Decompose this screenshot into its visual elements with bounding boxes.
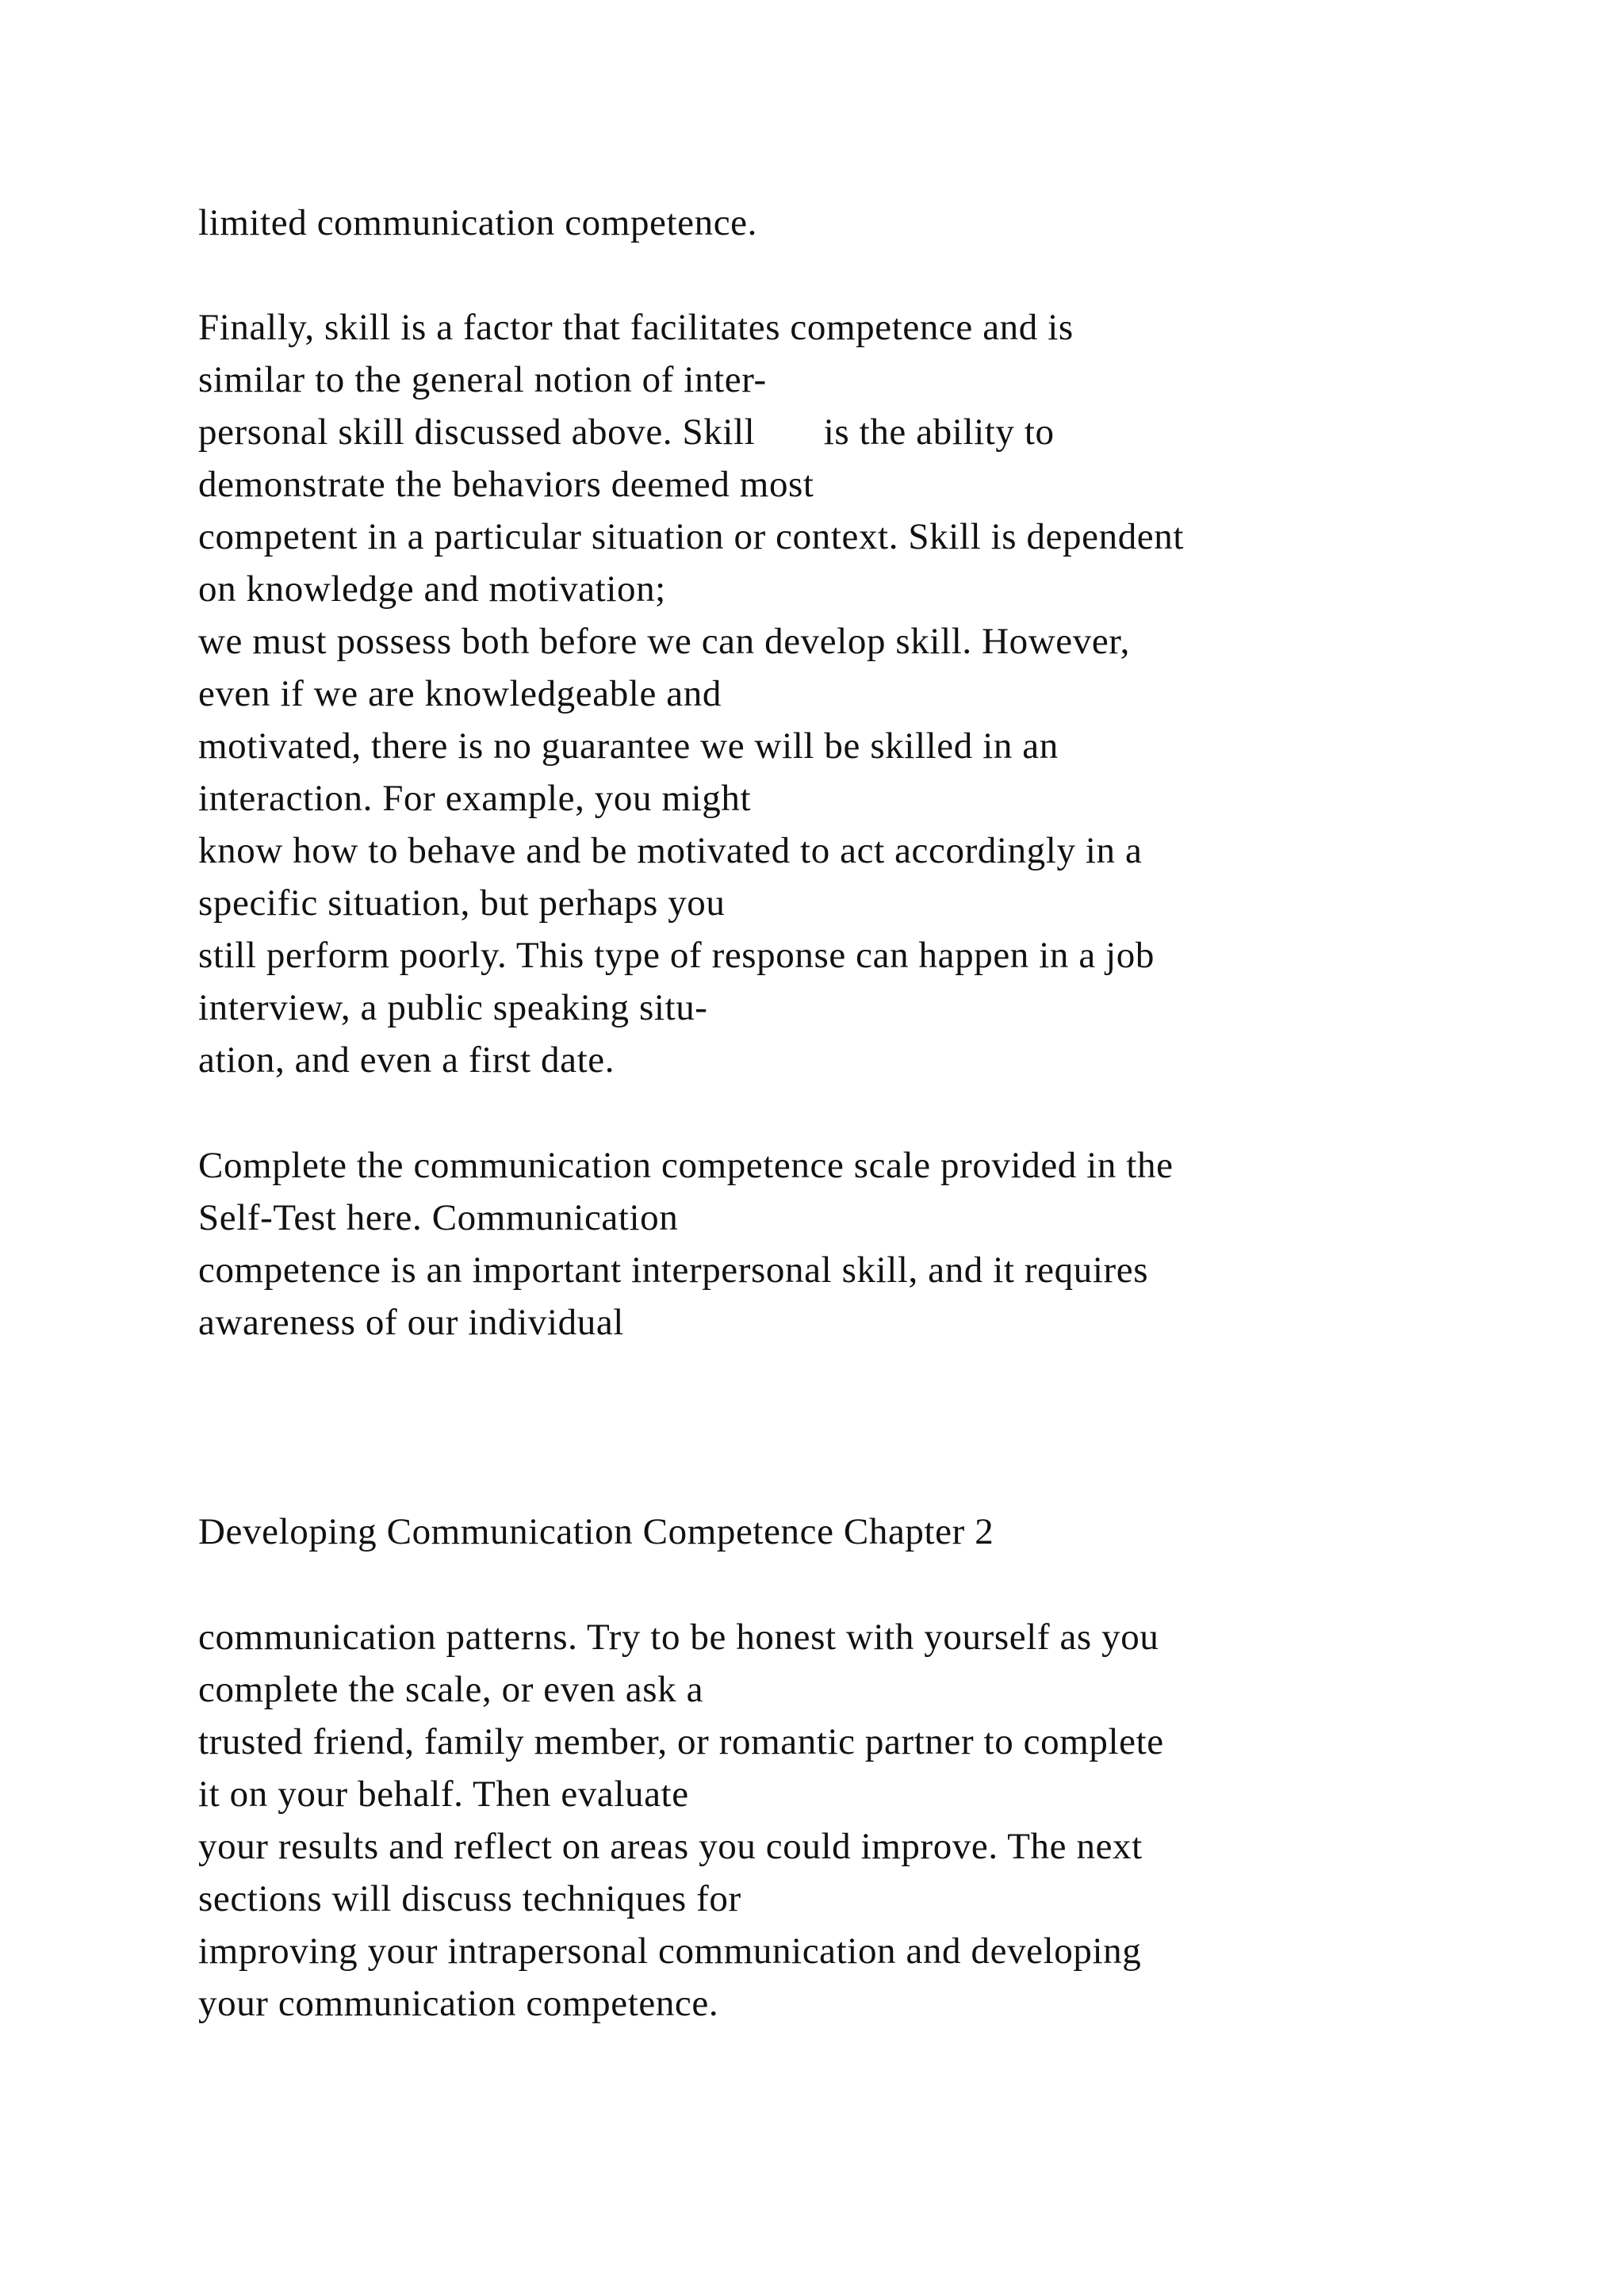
text-line: it on your behalf. Then evaluate [198, 1774, 689, 1815]
text-line: specific situation, but perhaps you [198, 882, 726, 924]
text-line: motivated, there is no guarantee we will be skilled in an [198, 725, 1059, 767]
running-header: Developing Communication Competence Chapter 2 [198, 1511, 994, 1552]
text-line: your results and reflect on areas you could improve. The next [198, 1826, 1143, 1867]
text-line: we must possess both before we can develop skill. However, [198, 621, 1131, 662]
text-line: ation, and even a first date. [198, 1039, 615, 1081]
paragraph-intro [198, 197, 1610, 249]
text-line: competence is an important interpersonal skill, and it requires [198, 1249, 1149, 1291]
text-line: demonstrate the behaviors deemed most [198, 464, 814, 505]
text-line: interaction. For example, you might [198, 778, 752, 819]
text-line: Finally, skill is a factor that facilitates competence and is [198, 307, 1074, 348]
text-line: improving your intrapersonal communication and developing [198, 1931, 1142, 1972]
text-line: similar to the general notion of inter- [198, 359, 767, 400]
text-line: Self-Test here. Communication [198, 1197, 679, 1238]
text-line: awareness of our individual [198, 1302, 624, 1343]
text-line: sections will discuss techniques for [198, 1878, 741, 1919]
text-line: trusted friend, family member, or romantic partner to complete [198, 1721, 1164, 1762]
text-line: interview, a public speaking situ- [198, 987, 708, 1028]
paragraph-patterns [198, 1611, 1610, 2030]
text-line: still perform poorly. This type of response can happen in a job [198, 935, 1155, 976]
text-line: even if we are knowledgeable and [198, 673, 722, 714]
text-line: Complete the communication competence scale provided in the [198, 1145, 1174, 1186]
text-line: your communication competence. [198, 1983, 719, 2024]
text-line: know how to behave and be motivated to act accordingly in a [198, 830, 1143, 871]
text-line: limited communication competence. [198, 202, 757, 243]
text-line: personal skill discussed above. Skill is the ability to [198, 411, 1055, 453]
text-line: on knowledge and motivation; [198, 568, 666, 610]
text-line: communication patterns. Try to be honest with yourself as you [198, 1617, 1159, 1658]
text-line: competent in a particular situation or context. Skill is dependent [198, 516, 1185, 557]
paragraph-self-test [198, 1139, 1610, 1349]
text-line: complete the scale, or even ask a [198, 1669, 704, 1710]
paragraph-skill [198, 301, 1610, 1086]
